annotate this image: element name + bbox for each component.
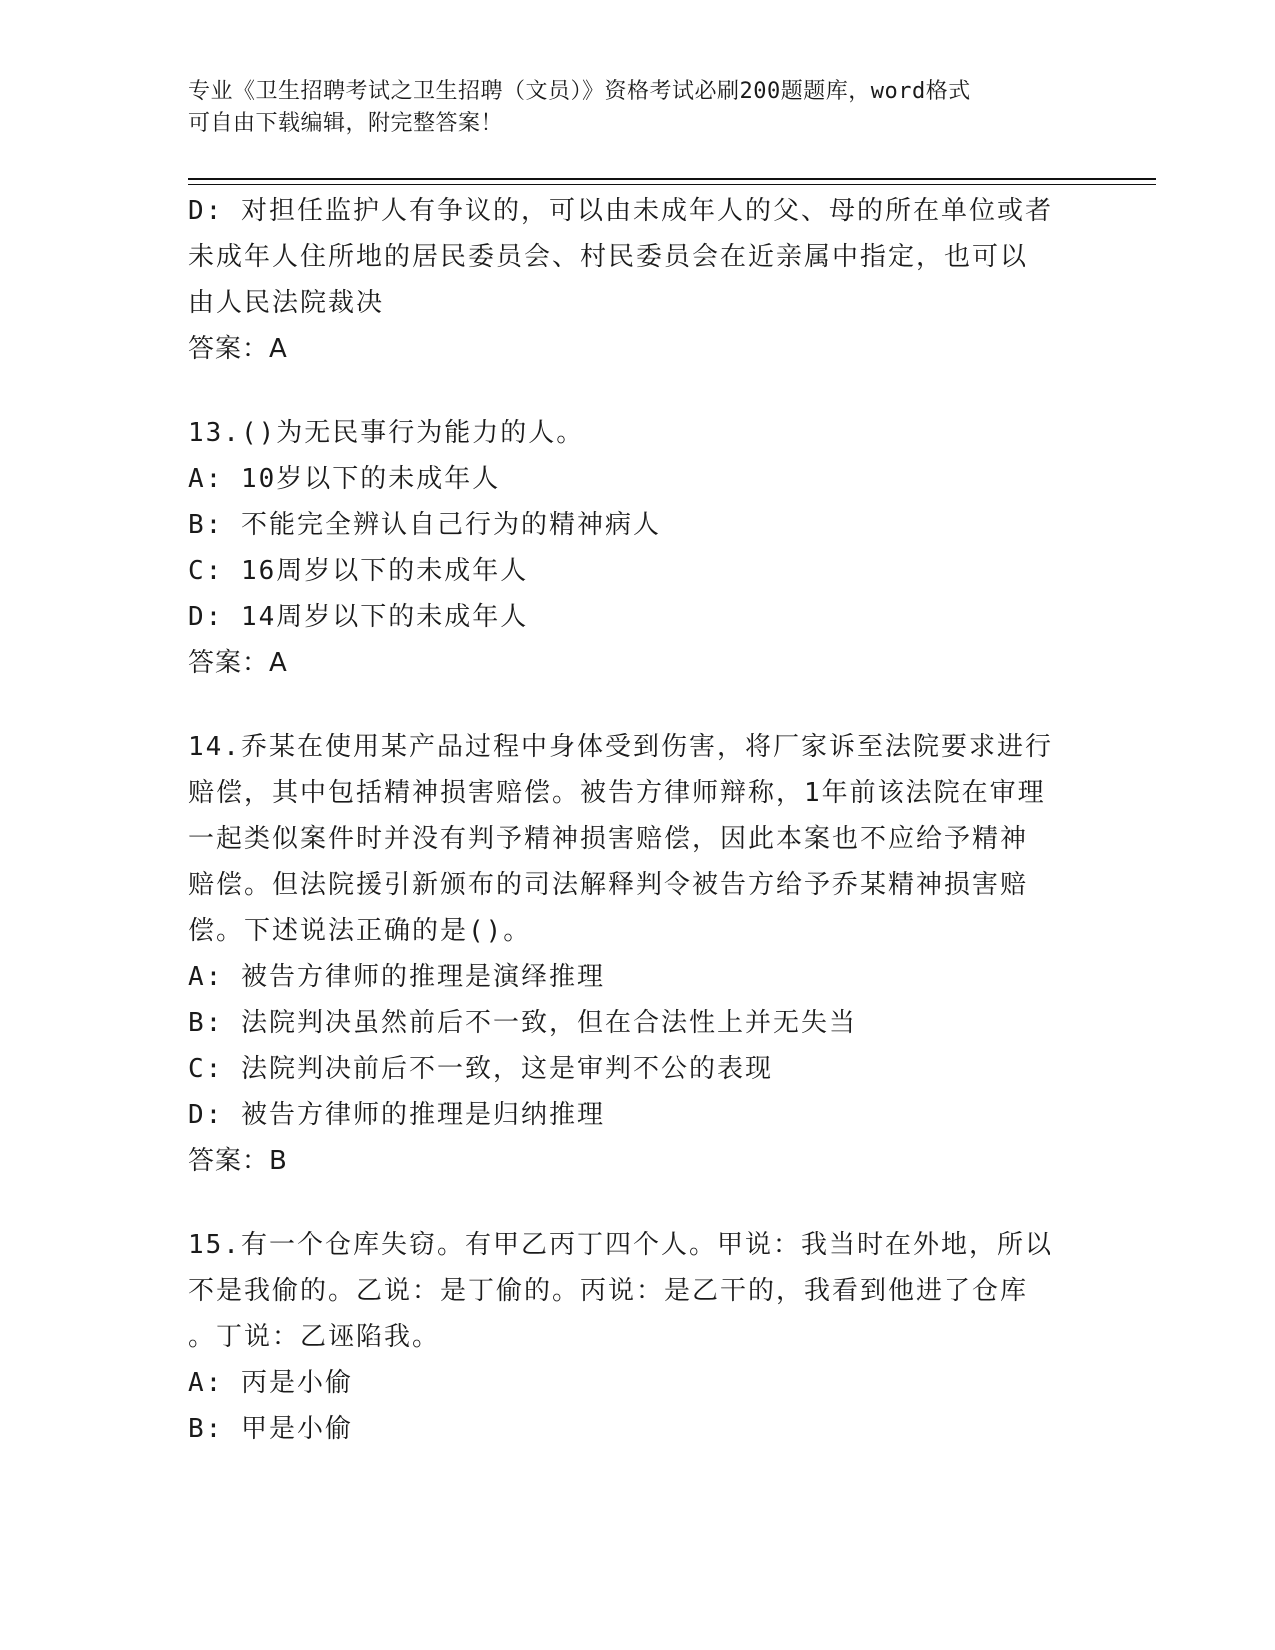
question-15 [188, 1222, 1088, 1452]
document-body [188, 188, 1088, 1452]
answer-line: 答案：A [188, 648, 288, 678]
option-b: B: 甲是小偷 [188, 1414, 353, 1444]
option-b: B: 法院判决虽然前后不一致，但在合法性上并无失当 [188, 1008, 857, 1038]
spacer [188, 372, 1088, 410]
question-stem: 14.乔某在使用某产品过程中身体受到伤害，将厂家诉至法院要求进行 [188, 732, 1053, 762]
question-13 [188, 410, 1088, 686]
option-d-line: D: 对担任监护人有争议的，可以由未成年人的父、母的所在单位或者 [188, 196, 1053, 226]
option-b: B: 不能完全辨认自己行为的精神病人 [188, 510, 661, 540]
option-c: C: 法院判决前后不一致，这是审判不公的表现 [188, 1054, 773, 1084]
header-line-2: 可自由下载编辑，附完整答案！ [188, 111, 504, 136]
question-stem: 偿。下述说法正确的是()。 [188, 916, 532, 946]
question-stem: 。丁说：乙诬陷我。 [188, 1322, 441, 1352]
header-rule-thick [188, 178, 1156, 180]
question-stem: 一起类似案件时并没有判予精神损害赔偿，因此本案也不应给予精神 [188, 824, 1029, 854]
header-line-1: 专业《卫生招聘考试之卫生招聘（文员）》资格考试必刷200题题库，word格式 [188, 79, 971, 104]
option-a: A: 丙是小偷 [188, 1368, 353, 1398]
answer-line: 答案：B [188, 1146, 288, 1176]
question-stem: 赔偿。但法院援引新颁布的司法解释判令被告方给予乔某精神损害赔 [188, 870, 1029, 900]
spacer [188, 1184, 1088, 1222]
answer-line: 答案：A [188, 334, 288, 364]
question-14 [188, 724, 1088, 1184]
spacer [188, 686, 1088, 724]
question-stem: 不是我偷的。乙说：是丁偷的。丙说：是乙干的，我看到他进了仓库 [188, 1276, 1029, 1306]
option-d: D: 14周岁以下的未成年人 [188, 602, 529, 632]
question-stem: 赔偿，其中包括精神损害赔偿。被告方律师辩称，1年前该法院在审理 [188, 778, 1046, 808]
question-stem: 15.有一个仓库失窃。有甲乙丙丁四个人。甲说：我当时在外地，所以 [188, 1230, 1053, 1260]
option-c: C: 16周岁以下的未成年人 [188, 556, 529, 586]
prev-question [188, 188, 1088, 372]
option-d-line: 未成年人住所地的居民委员会、村民委员会在近亲属中指定，也可以 [188, 242, 1029, 272]
option-a: A: 被告方律师的推理是演绎推理 [188, 962, 605, 992]
header-rule-thin [188, 184, 1156, 185]
document-header [188, 76, 1068, 140]
option-a: A: 10岁以下的未成年人 [188, 464, 501, 494]
question-stem: 13.()为无民事行为能力的人。 [188, 418, 585, 448]
option-d: D: 被告方律师的推理是归纳推理 [188, 1100, 605, 1130]
option-d-line: 由人民法院裁决 [188, 288, 385, 318]
